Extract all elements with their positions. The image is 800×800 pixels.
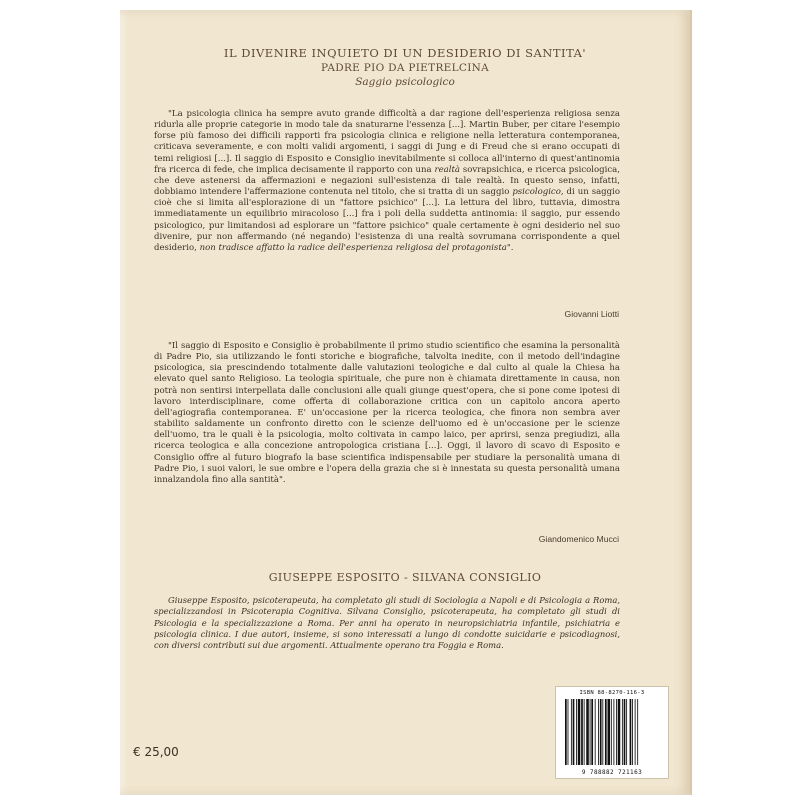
book-back-cover [120,10,692,795]
barcode-bar [584,699,585,765]
quote-text: sovrapsichica, e ricerca psicologica, che deve astenersi da affermazioni e negazioni sull'esistenza di tale realtà. In questo senso, infatti, dobbiamo intendere l'affermazione contenuta nel titolo, che si tratta di un saggio [154,164,620,198]
isbn-label: ISBN 88-8270-116-3 [579,690,645,696]
quote-emphasis: psicologico [512,187,561,198]
barcode-bar [613,699,614,765]
barcode-bar [573,699,575,765]
barcode-bar [605,699,607,765]
quote-attribution: Giovanni Liotti [564,309,619,319]
barcode-bar [581,699,583,765]
quote-text: , di un saggio cioè che si limita all'esplorazione di un "fattore psichico" [...]. La lettura del libro, tuttavia, dimostra immediatamente un equilibrio miracoloso [...] fra i poli della suddetta antinomia: il saggio, pur essendo psicologico, pur limitandosi ad esplorare un "fattore psichico" quale certamente è ogni desiderio nel suo divenire, pur non affermando (né negando) l'esistenza di una realtà sovrumana corrispondente a quel desiderio, [154,187,620,253]
quote-emphasis: non tradisce affatto la radice dell'esperienza religiosa del protagonista [199,242,507,253]
quote-mucci: "Il saggio di Esposito e Consiglio è probabilmente il primo studio scientifico che esamina la personalità di Padre Pio, sia utilizzando le fonti storiche e biografiche, talvolta inedite, con il metodo dell'indagine psicologica, sia prescindendo totalmente dalle valutazioni teologiche e dal culto al quale la Chiesa ha elevato quel santo Religioso. La teologia spirituale, che pure non è chiamata direttamente in causa, non potrà non sentirsi interpellata dalle conclusioni alle quali giunge quest'opera, che si pone come ipotesi di lavoro interdisciplinare, come offerta di collaborazione critica con un capitolo ancora aperto dell'agiografia contemporanea. E' un'occasione per la ricerca teologica, che finora non sembra aver stabilito saldamente un confronto diretto con le scienze dell'uomo ed è un'occasione per le scienze dell'uomo, tra le quali è la psicologia, molto coltivata in campo laico, per aprirsi, senza pregiudizi, alla ricerca teologica e alla concezione antropologica cristiana [...]. Oggi, il lavoro di scavo di Esposito e Consiglio offre al futuro biografo la base scientifica indispensabile per studiare la personalità umana di Padre Pio, i suoi valori, le sue ombre e l'opera della grazia che si è innestata su questa personalità umana innalzandola fino alla santità". [154,341,620,485]
barcode-bar [635,699,636,765]
quote-attribution: Giandomenico Mucci [538,534,619,544]
barcode-bar [598,699,599,765]
barcode-bar [600,699,602,765]
book-subtitle: PADRE PIO DA PIETRELCINA [320,62,490,74]
barcode-bar [576,699,577,765]
price-label: € 25,00 [133,745,179,759]
barcode-bar [578,699,581,765]
author-bio: Giuseppe Esposito, psicoterapeuta, ha completato gli studi di Sociologia a Napoli e di Psicologia a Roma, specializzandosi in Psicoterapia Cognitiva. Silvana Consiglio, psicoterapeuta, ha completato gli studi di Psicologia e la specializzazione a Roma. Per anni ha operato in neuropsichiatria infantile, psichiatria e psicologia clinica. I due autori, insieme, si sono interessati a lungo di condotte suicidarie e psicodiagnosi, con diversi contributi sui due argomenti. Attualmente operano tra Foggia e Roma. [154,595,620,651]
quote-emphasis: realtà [434,164,460,175]
barcode-bar [637,699,638,765]
barcode-bar [624,699,626,765]
barcode-bar [616,699,617,765]
barcode-bar [595,699,596,765]
barcode-bar [568,699,569,765]
quote-liotti [154,109,620,254]
barcode-icon [564,699,660,765]
barcode-bar [608,699,611,765]
barcode-bar [626,699,627,765]
barcode-digits: 9 788882 721163 [581,769,643,776]
barcode-bar [622,699,623,765]
barcode-bar [590,699,591,765]
quote-text: ". [506,242,514,253]
barcode-bar [602,699,603,765]
barcode-bar [618,699,621,765]
barcode-bar [571,699,572,765]
barcode-bar [632,699,633,765]
barcode-bar [630,699,632,765]
isbn-barcode-block [555,686,669,779]
authors-heading: GIUSEPPE ESPOSITO - SILVANA CONSIGLIO [268,571,542,584]
barcode-bar [565,699,567,765]
barcode-bar [586,699,589,765]
book-genre: Saggio psicologico [355,76,455,88]
barcode-bar [591,699,593,765]
book-title: IL DIVENIRE INQUIETO DI UN DESIDERIO DI SANTITA' [223,46,587,60]
quote-text: "La psicologia clinica ha sempre avuto grande difficoltà a dar ragione dell'esperienza religiosa senza ridurla alle proprie categorie in modo tale da snaturarne l'essenza [...]. Martin Buber, per citare l'esempio forse più famoso dei difficili rapporti fra psicologia clinica e religione nella letteratura contemporanea, criticava severamente, e con molti validi argomenti, i saggi di Jung e di Freud che si erano occupati di temi religiosi [...]. Il saggio di Esposito e Consiglio inevitabilmente si colloca all'interno di quest'antinomia fra ricerca di fede, che implica decisamente il rapporto con una [154,109,620,175]
barcode-bar [611,699,612,765]
